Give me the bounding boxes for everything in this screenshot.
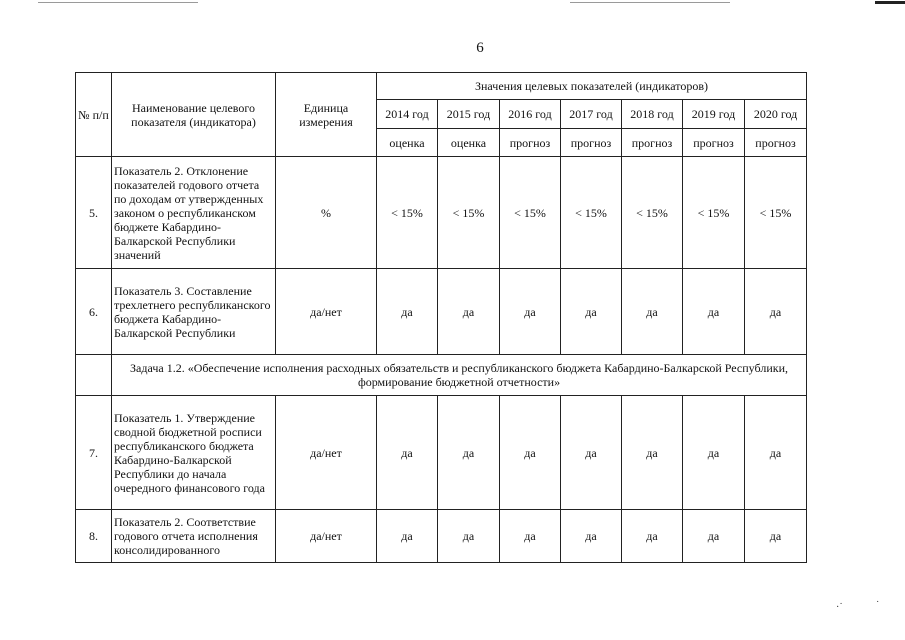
row-value: < 15% [622,157,683,269]
scan-artifact-corner [875,1,905,4]
row-value: да [683,396,745,510]
row-value: да [438,510,500,563]
row-value: да [622,510,683,563]
row-indicator-name: Показатель 3. Составление трехлетнего республиканского бюджета Кабардино-Балкарской Республики [112,269,276,355]
table-row [76,396,807,510]
indicators-table [75,72,807,563]
header-values-group: Значения целевых показателей (индикаторов) [377,73,807,100]
row-num: 6. [76,269,112,355]
row-value: да [745,510,807,563]
row-value: < 15% [500,157,561,269]
header-year: 2014 год [377,100,438,129]
header-status: прогноз [500,129,561,157]
row-value: да [683,269,745,355]
row-num: 8. [76,510,112,563]
row-indicator-name: Показатель 2. Отклонение показателей годового отчета по доходам от утвержденных законом о республиканском бюджете Кабардино-Балкарской Республики значений [112,157,276,269]
row-indicator-name: Показатель 1. Утверждение сводной бюджетной росписи республиканского бюджета Кабардино-Балкарской Республики до начала очередного финансового года [112,396,276,510]
row-unit: % [276,157,377,269]
header-status: прогноз [561,129,622,157]
task-row-empty-cell [76,355,112,396]
task-heading: Задача 1.2. «Обеспечение исполнения расходных обязательств и республиканского бюджета Кабардино-Балкарской Республики, формирование бюджетной отчетности» [112,355,807,396]
header-status: оценка [377,129,438,157]
row-value: < 15% [561,157,622,269]
row-indicator-name: Показатель 2. Соответствие годового отчета исполнения консолидированного [112,510,276,563]
header-year: 2016 год [500,100,561,129]
row-value: да [561,396,622,510]
row-value: да [561,269,622,355]
row-value: да [377,510,438,563]
table-row [76,157,807,269]
row-num: 7. [76,396,112,510]
row-unit: да/нет [276,396,377,510]
row-value: < 15% [683,157,745,269]
header-unit: Единица измерения [276,73,377,157]
row-value: да [500,269,561,355]
header-status: прогноз [683,129,745,157]
task-row [76,355,807,396]
scan-artifact-line-left [38,2,198,3]
row-value: да [745,396,807,510]
row-num: 5. [76,157,112,269]
header-year: 2015 год [438,100,500,129]
table-row [76,269,807,355]
scan-artifact-line-right [570,2,730,3]
row-value: да [500,396,561,510]
scan-speck-left: ·˙ [836,602,843,613]
row-value: < 15% [377,157,438,269]
header-year: 2019 год [683,100,745,129]
header-year: 2017 год [561,100,622,129]
header-status: прогноз [745,129,807,157]
scan-speck-right: ˙ [876,600,880,611]
header-status: оценка [438,129,500,157]
header-status: прогноз [622,129,683,157]
header-num: № п/п [76,73,112,157]
row-value: < 15% [438,157,500,269]
page-number: 6 [476,40,484,56]
row-value: да [438,269,500,355]
row-value: да [377,269,438,355]
header-year: 2018 год [622,100,683,129]
row-value: да [622,396,683,510]
row-value: да [683,510,745,563]
header-name: Наименование целевого показателя (индикатора) [112,73,276,157]
row-value: да [377,396,438,510]
row-unit: да/нет [276,510,377,563]
row-unit: да/нет [276,269,377,355]
row-value: < 15% [745,157,807,269]
header-year: 2020 год [745,100,807,129]
row-value: да [500,510,561,563]
row-value: да [561,510,622,563]
row-value: да [745,269,807,355]
row-value: да [622,269,683,355]
row-value: да [438,396,500,510]
table-row [76,510,807,563]
